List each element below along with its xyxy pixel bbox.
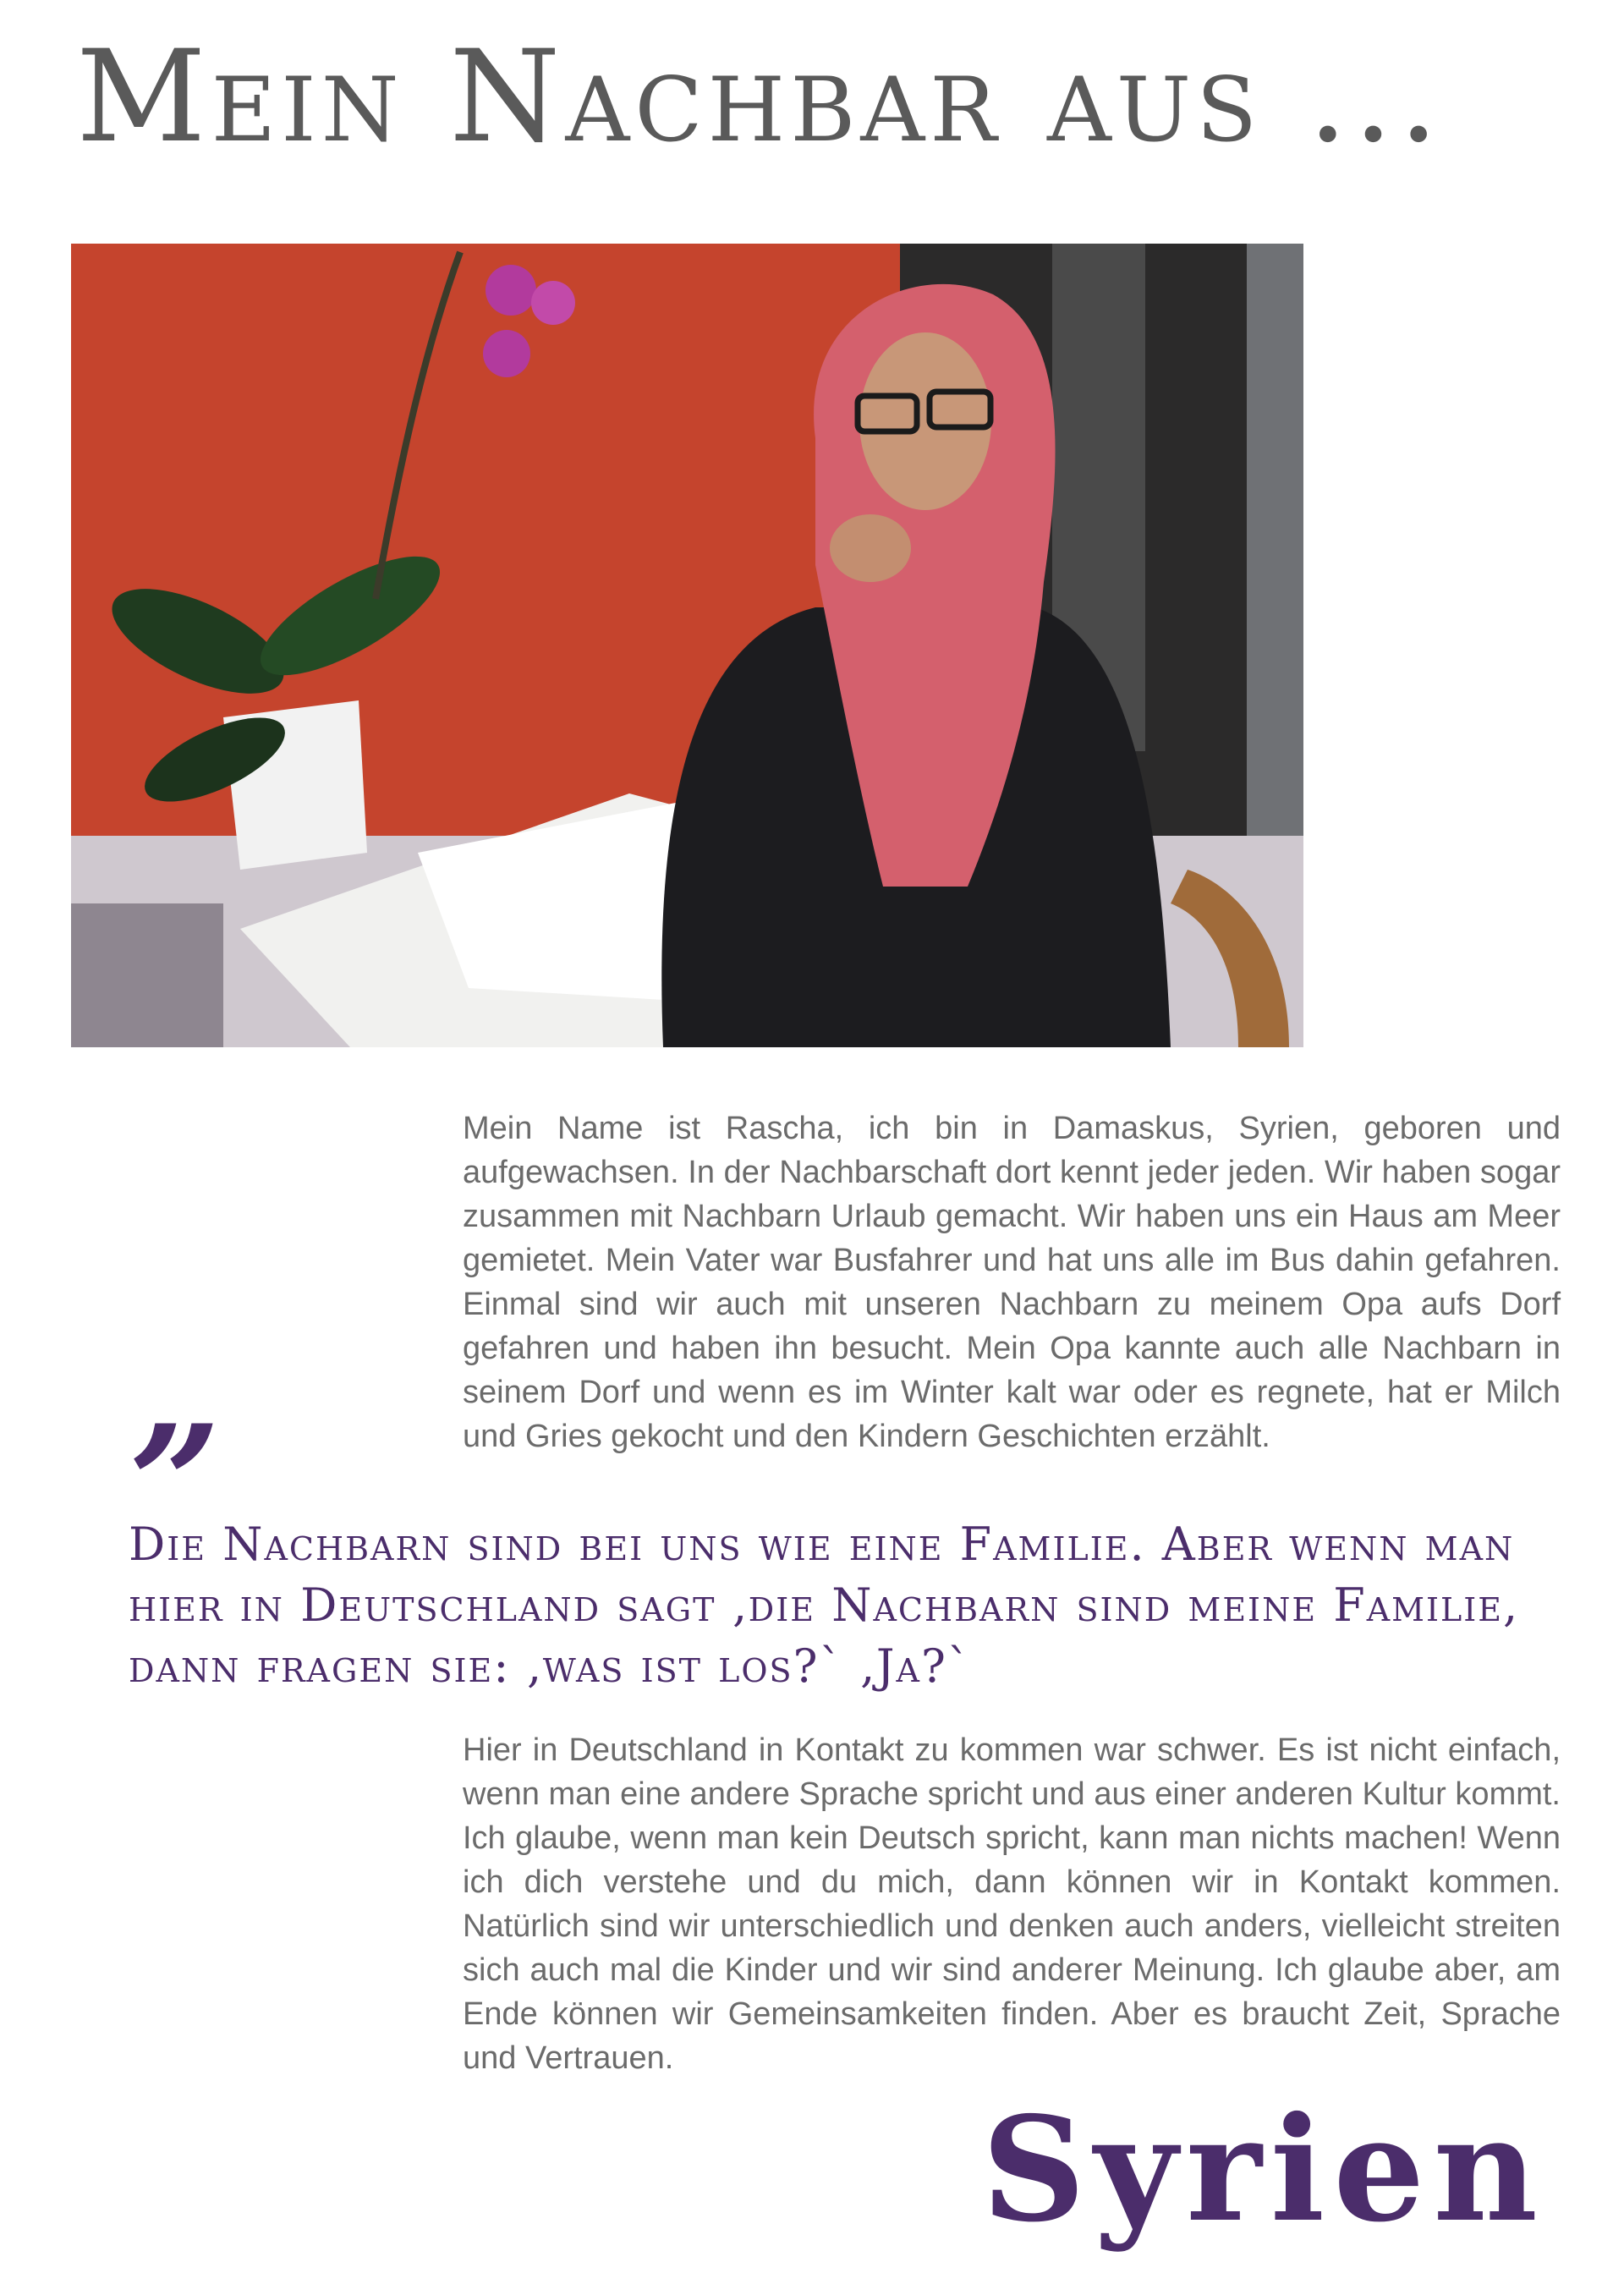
intro-paragraph: Mein Name ist Rascha, ich bin in Damaskus, Syrien, geboren und aufgewachsen. In der Nachbarschaft dort kennt jeder jeden. Wir haben sogar zusammen mit Nachbarn Urlaub gemacht. Wir haben uns ein Haus am Meer gemietet. Mein Vater war Busfahrer und hat uns alle im Bus dahin gefahren. Einmal sind wir auch mit unseren Nachbarn zu meinem Opa aufs Dorf gefahren und haben ihn besucht. Mein Opa kannte auch alle Nachbarn in seinem Dorf und wenn es im Winter kalt war oder es regnete, hat er Milch und Gries gekocht und den Kindern Geschichten erzählt. [463, 1111, 1561, 1454]
pull-quote: Die Nachbarn sind bei uns wie eine Familie. Aber wenn man hier in Deutschland sagt ‚die Nachbarn sind meine Familie, dann fragen sie: ‚was ist los?` ‚Ja?` [129, 1518, 1520, 1693]
page-title: Mein Nachbar aus ... [76, 24, 1444, 171]
country-label: Syrien [981, 2085, 1546, 2254]
portrait-photo [71, 244, 1303, 1047]
portrait-illustration [71, 244, 1303, 1047]
closing-paragraph: Hier in Deutschland in Kontakt zu kommen war schwer. Es ist nicht einfach, wenn man eine andere Sprache spricht und aus einer anderen Kultur kommt. Ich glaube, wenn man kein Deutsch spricht, kann man nichts machen! Wenn ich dich verstehe und du mich, dann können wir in Kontakt kommen. Natürlich sind wir unterschiedlich und denken auch anders, vielleicht streiten sich auch mal die Kinder und wir sind anderer Meinung. Ich glaube aber, am Ende können wir Gemeinsamkeiten finden. Aber es braucht Zeit, Sprache und Vertrauen. [463, 1732, 1561, 2076]
quotation-mark-icon: ” [129, 1390, 222, 1578]
